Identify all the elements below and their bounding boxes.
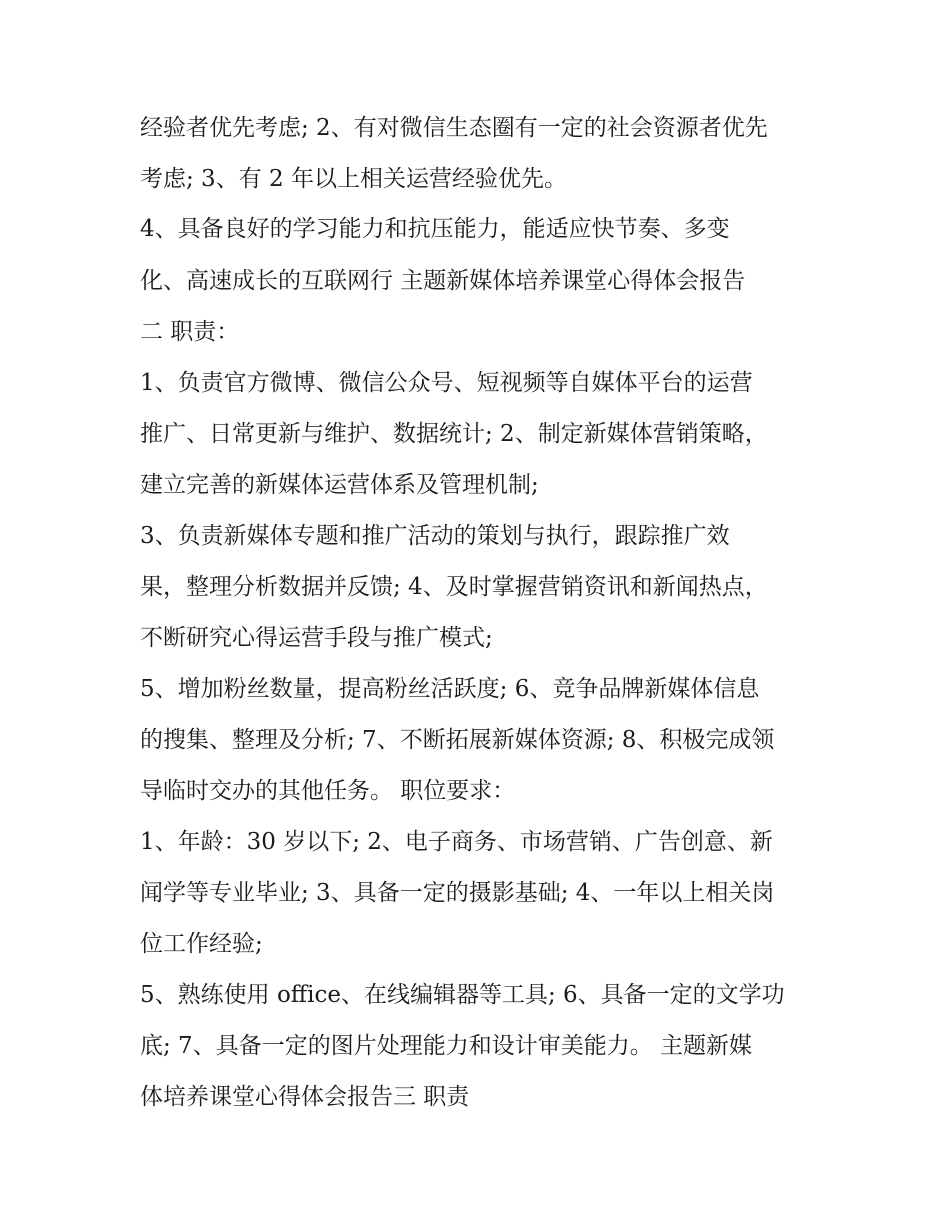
text-line: 推广、日常更新与维护、数据统计; 2、制定新媒体营销策略， (140, 421, 768, 447)
text-line: 4、具备良好的学习能力和抗压能力，能适应快节奏、多变 (140, 216, 730, 242)
text-line: 3、负责新媒体专题和推广活动的策划与执行，跟踪推广效 (140, 523, 730, 549)
text-line: 5、增加粉丝数量，提高粉丝活跃度; 6、竞争品牌新媒体信息 (140, 676, 760, 702)
text-line: 底; 7、具备一定的图片处理能力和设计审美能力。 主题新媒 (140, 1033, 753, 1059)
text-line: 5、熟练使用 office、在线编辑器等工具; 6、具备一定的文学功 (140, 982, 785, 1008)
text-line: 二 职责： (140, 319, 240, 345)
text-line: 闻学等专业毕业; 3、具备一定的摄影基础; 4、一年以上相关岗 (140, 880, 775, 906)
text-line: 不断研究心得运营手段与推广模式; (140, 625, 493, 651)
text-line: 果，整理分析数据并反馈; 4、及时掌握营销资讯和新闻热点， (140, 574, 768, 600)
text-line: 经验者优先考虑; 2、有对微信生态圈有一定的社会资源者优先 (140, 115, 768, 141)
text-line: 建立完善的新媒体运营体系及管理机制; (140, 472, 539, 498)
text-line: 位工作经验; (140, 931, 263, 957)
text-line: 化、高速成长的互联网行 主题新媒体培养课堂心得体会报告 (140, 268, 746, 294)
text-line: 考虑; 3、有 2 年以上相关运营经验优先。 (140, 166, 567, 192)
text-line: 导临时交办的其他任务。 职位要求： (140, 778, 516, 804)
text-line: 1、负责官方微博、微信公众号、短视频等自媒体平台的运营 (140, 370, 753, 396)
text-line: 体培养课堂心得体会报告三 职责 (140, 1084, 470, 1110)
text-line: 的搜集、整理及分析; 7、不断拓展新媒体资源; 8、积极完成领 (140, 727, 775, 753)
text-line: 1、年龄：30 岁以下; 2、电子商务、市场营销、广告创意、新 (140, 829, 773, 855)
